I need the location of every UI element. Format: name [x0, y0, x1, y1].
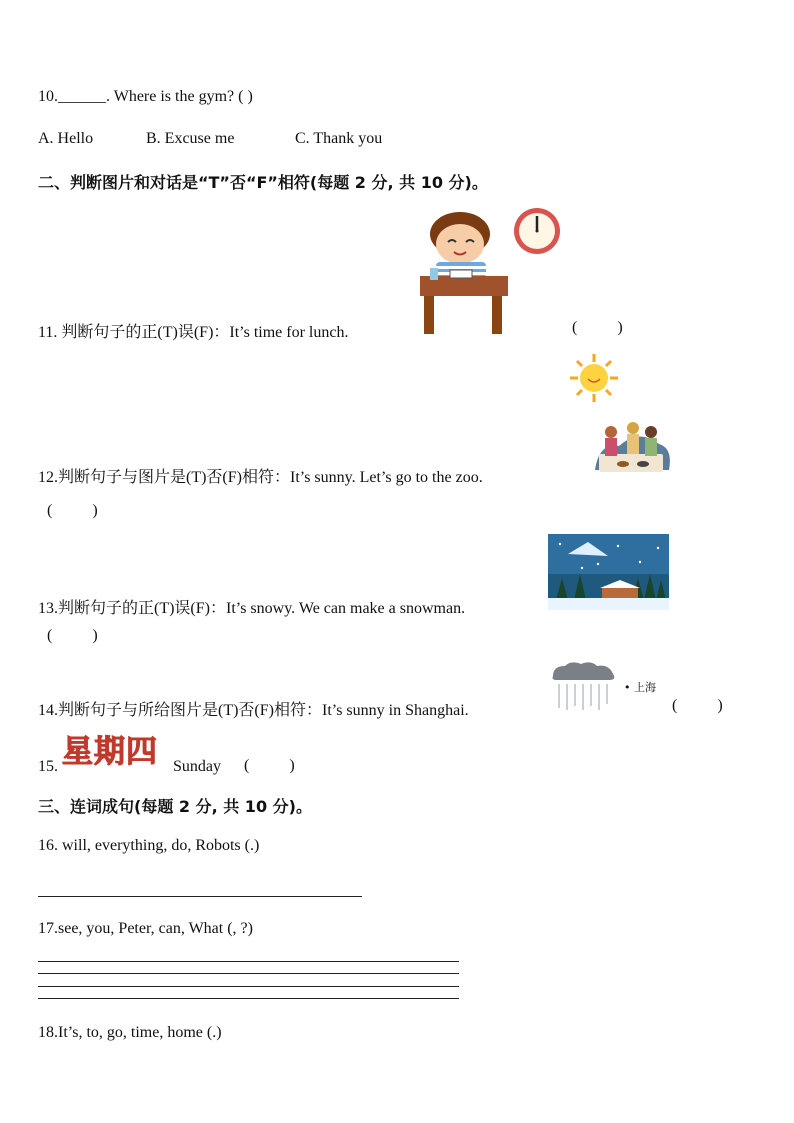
answer-line-16[interactable] — [38, 896, 362, 897]
option-b: B. Excuse me — [146, 130, 235, 147]
answer-line-17b[interactable] — [38, 973, 459, 974]
answer-line-17a[interactable] — [38, 961, 459, 962]
sun-icon — [568, 352, 620, 404]
question-18: 18.It’s, to, go, time, home (.) — [38, 1024, 222, 1041]
answer-blank-13[interactable]: ( ) — [47, 627, 98, 644]
question-11: 11. 判断句子的正(T)误(F)：It’s time for lunch. — [38, 324, 349, 341]
answer-blank-15[interactable]: ( ) — [244, 757, 295, 774]
question-12: 12.判断句子与图片是(T)否(F)相符：It’s sunny. Let’s go to the zoo. — [38, 469, 483, 486]
clock-icon — [512, 206, 562, 256]
answer-blank-14[interactable]: ( ) — [672, 697, 723, 714]
answer-line-17d[interactable] — [38, 998, 459, 999]
option-a: A. Hello — [38, 130, 94, 147]
question-10: 10.______. Where is the gym? ( ) — [38, 88, 253, 105]
question-15-number: 15. — [38, 758, 58, 775]
question-13: 13.判断句子的正(T)误(F)：It’s snowy. We can make a snowman. — [38, 600, 466, 617]
option-c: C. Thank you — [295, 130, 383, 147]
boy-eating-lunch-illustration — [416, 206, 510, 336]
picnic-illustration — [589, 418, 675, 476]
answer-blank-11[interactable]: ( ) — [572, 319, 623, 336]
rain-cloud-icon — [549, 660, 621, 712]
question-16: 16. will, everything, do, Robots (.) — [38, 837, 260, 854]
question-14: 14.判断句子与所给图片是(T)否(F)相符：It’s sunny in Shanghai. — [38, 702, 469, 719]
section-3-heading: 三、连词成句(每题 2 分, 共 10 分)。 — [38, 797, 312, 816]
thursday-word-image: 星期四 — [62, 734, 158, 770]
shanghai-map-label: • 上海 — [624, 681, 656, 694]
question-15-word: Sunday — [173, 758, 221, 775]
snowy-landscape-illustration — [548, 534, 669, 610]
question-17: 17.see, you, Peter, can, What (, ?) — [38, 920, 253, 937]
answer-line-17c[interactable] — [38, 986, 459, 987]
answer-blank-12[interactable]: ( ) — [47, 502, 98, 519]
section-2-heading: 二、判断图片和对话是“T”否“F”相符(每题 2 分, 共 10 分)。 — [38, 173, 488, 192]
